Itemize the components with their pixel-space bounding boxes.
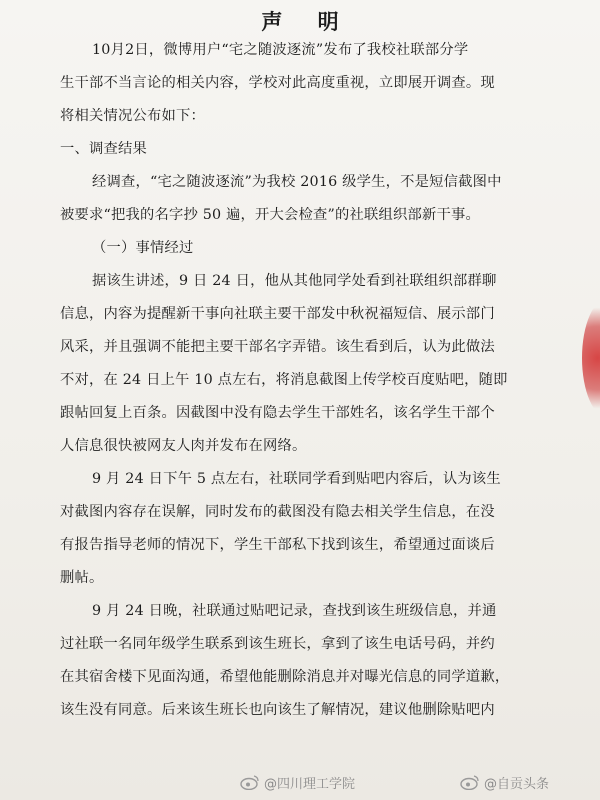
red-seal-fragment (582, 298, 600, 418)
section-heading: 一、调查结果 (60, 141, 147, 157)
watermark-text: @四川理工学院 (264, 776, 356, 792)
subsection-heading: （一）事情经过 (92, 240, 194, 256)
weibo-icon (460, 774, 480, 790)
paragraph-line: 信息，内容为提醒新干事向社联主要干部发中秋祝福短信、展示部门 (60, 306, 495, 322)
paragraph-line: 在其宿舍楼下见面沟通，希望他能删除消息并对曝光信息的同学道歉， (60, 669, 510, 685)
watermark-left (240, 770, 355, 794)
paragraph-line: 有报告指导老师的情况下，学生干部私下找到该生，希望通过面谈后 (60, 537, 495, 553)
paragraph-line: 生干部不当言论的相关内容，学校对此高度重视，立即展开调查。现 (60, 75, 495, 91)
paragraph-line: 删帖。 (60, 570, 104, 586)
paragraph-line: 该生没有同意。后来该生班长也向该生了解情况，建议他删除贴吧内 (60, 702, 495, 718)
paragraph-line: 被要求“把我的名字抄 50 遍，开大会检查”的社联组织部新干事。 (60, 207, 481, 223)
paragraph-line: 9 月 24 日晚，社联通过贴吧记录，查找到该生班级信息，并通 (92, 603, 497, 619)
watermark-right (460, 770, 549, 794)
document-title: 声 明 (261, 10, 353, 34)
paragraph-line: 经调查，“宅之随波逐流”为我校 2016 级学生，不是短信截图中 (92, 174, 502, 190)
paragraph-line: 风采，并且强调不能把主要干部名字弄错。该生看到后，认为此做法 (60, 339, 495, 355)
paragraph-line: 9 月 24 日下午 5 点左右，社联同学看到贴吧内容后，认为该生 (92, 471, 501, 487)
weibo-icon (240, 774, 260, 790)
paragraph-line: 跟帖回复上百条。因截图中没有隐去学生干部姓名，该名学生干部个 (60, 405, 495, 421)
watermark-text: @自贡头条 (484, 776, 550, 792)
paragraph-line: 不对，在 24 日上午 10 点左右，将消息截图上传学校百度贴吧，随即 (60, 372, 508, 388)
paragraph-line: 人信息很快被网友人肉并发布在网络。 (60, 438, 307, 454)
paragraph-line: 据该生讲述，9 日 24 日，他从其他同学处看到社联组织部群聊 (92, 273, 497, 289)
paragraph-line: 10月2日，微博用户“宅之随波逐流”发布了我校社联部分学 (92, 42, 469, 58)
paragraph-line: 对截图内容存在误解，同时发布的截图没有隐去相关学生信息，在没 (60, 504, 495, 520)
paragraph-line: 将相关情况公布如下： (60, 108, 205, 124)
paragraph-line: 过社联一名同年级学生联系到该生班长，拿到了该生电话号码，并约 (60, 636, 495, 652)
